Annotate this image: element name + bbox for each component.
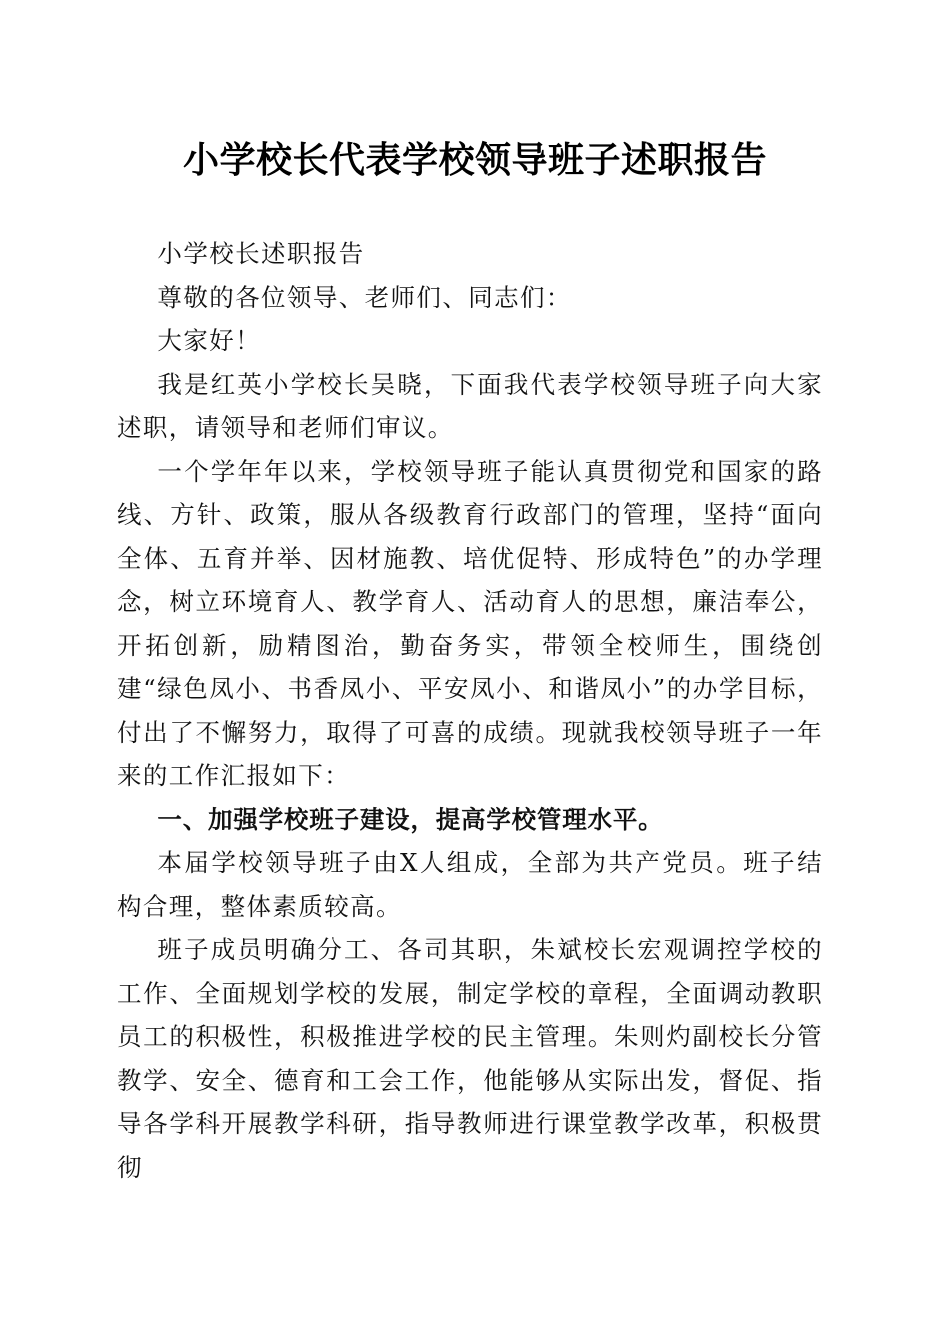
paragraph-salutation: 尊敬的各位领导、老师们、同志们： (157, 282, 572, 312)
paragraph-introduction: 我是红英小学校长吴晓，下面我代表学校领导班子向大家述职，请领导和老师们审议。 (117, 369, 823, 442)
document-title: 小学校长代表学校领导班子述职报告 (182, 139, 767, 181)
paragraph-overview: 一个学年年以来，学校领导班子能认真贯彻党和国家的路线、方针、政策，服从各级教育行政部门的管理，坚持“面向全体、五育并举、因材施教、培优促特、形成特色”的办学理念，树立环境育人、教学育人、活动育人的思想，廉洁奉公，开拓创新，励精图治，勤奋务实，带领全校师生，围绕创建“绿色凤小、书香凤小、平安凤小、和谐凤小”的办学目标，付出了不懈努力，取得了可喜的成绩。现就我校领导班子一年来的工作汇报如下： (117, 456, 823, 790)
document-body (117, 232, 823, 1189)
paragraph-report-subtitle: 小学校长述职报告 (157, 239, 365, 268)
paragraph-greeting: 大家好！ (157, 326, 262, 355)
paragraph-team-duties: 班子成员明确分工、各司其职，朱斌校长宏观调控学校的工作、全面规划学校的发展，制定学校的章程，全面调动教职员工的积极性，积极推进学校的民主管理。朱则灼副校长分管教学、安全、德育和工会工作，他能够从实际出发，督促、指导各学科开展教学科研，指导教师进行课堂教学改革，积极贯彻 (117, 935, 823, 1182)
section-heading-1: 一、加强学校班子建设，提高学校管理水平。 (157, 804, 664, 834)
paragraph-team-composition: 本届学校领导班子由X人组成，全部为共产党员。班子结构合理，整体素质较高。 (117, 848, 823, 921)
